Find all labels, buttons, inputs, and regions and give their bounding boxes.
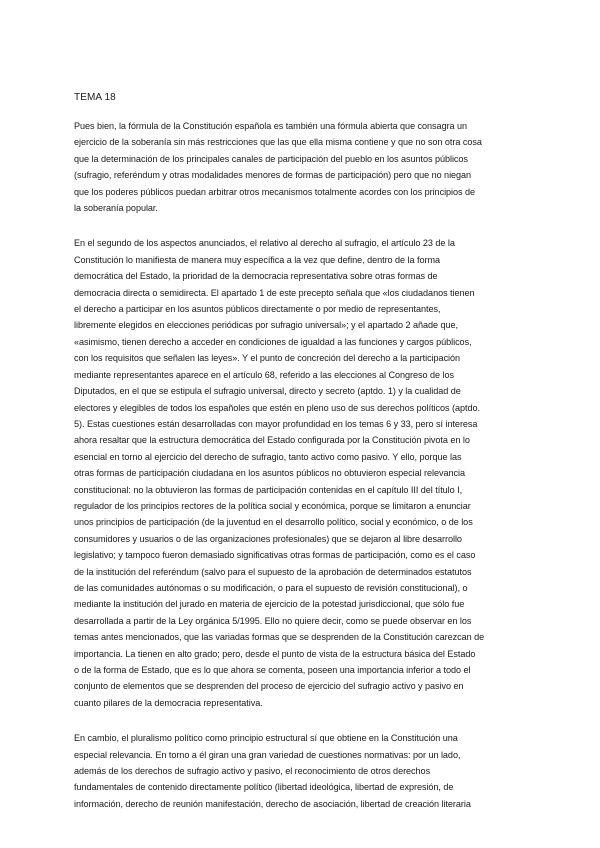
text-line: o de la forma de Estado, que es lo que ahora se comenta, poseen una importancia inferior a todo el xyxy=(74,665,471,675)
text-line: (sufragio, referéndum y otras modalidades menores de formas de participación) pero que no niegan xyxy=(74,170,472,181)
text-line: «asimismo, tienen derecho a acceder en condiciones de igualdad a las funciones y cargos públicos, xyxy=(74,336,472,347)
text-line: que la determinación de los principales canales de participación del pueblo en los asuntos públicos xyxy=(74,153,468,164)
text-line: regulador de los principios rectores de la política social y económica, porque se limitaron a enunciar xyxy=(74,500,471,511)
text-line: mediante la institución del jurado en materia de ejercicio de la potestad jurisdiccional, que sólo fue xyxy=(74,599,465,610)
text-line: temas antes mencionados, que las variadas formas que se desprenden de la Constitución carezcan de xyxy=(74,632,485,643)
text-line: ahora resaltar que la estructura democrática del Estado configurada por la Constitución pivota en lo xyxy=(74,435,470,446)
text-line: unos principios de participación (de la juventud en el desarrollo político, social y económico, o de los xyxy=(74,517,473,528)
text-line: desarrollada a partir de la Ley orgánica 5/1995. Ello no quiere decir, como se puede observar en los xyxy=(74,615,472,626)
text-line: democrática del Estado, la prioridad de la democracia representativa sobre otras formas de xyxy=(74,271,438,282)
text-line: de la institución del referéndum (salvo para el supuesto de la aprobación de determinados estatutos xyxy=(74,566,472,577)
text-line: Diputados, en el que se estipula el sufragio universal, directo y secreto (aptdo. 1) y la cualidad de xyxy=(74,386,461,397)
paragraph xyxy=(74,235,530,711)
document-heading: TEMA 18 xyxy=(74,92,116,103)
text-line: electores y elegibles de todos los españoles que estén en pleno uso de sus derechos políticos (aptdo. xyxy=(74,402,480,413)
paragraph xyxy=(74,730,530,812)
text-line: Constitución lo manifiesta de manera muy específica a la vez que define, dentro de la forma xyxy=(74,254,440,265)
text-line: fundamentales de contenido directamente político (libertad ideológica, libertad de expresión, de xyxy=(74,782,454,793)
text-line: Pues bien, la fórmula de la Constitución española es también una fórmula abierta que consagra un xyxy=(74,121,468,131)
text-line: conjunto de elementos que se desprenden del proceso de ejercicio del sufragio activo y pasivo en xyxy=(74,681,464,692)
paragraph xyxy=(74,118,530,216)
text-line: legislativo; y tampoco fueron demasiado significativas otras formas de participación, como es el caso xyxy=(74,550,476,561)
text-line: En el segundo de los aspectos anunciados, el relativo al derecho al sufragio, el artículo 23 de la xyxy=(74,238,455,249)
text-line: otras formas de participación ciudadana en los asuntos públicos no obtuvieron especial relevancia xyxy=(74,468,465,479)
document-body xyxy=(74,118,530,812)
text-line: la soberanía popular. xyxy=(74,203,158,214)
text-line: información, derecho de reunión manifestación, derecho de asociación, libertad de creación literaria xyxy=(74,798,471,809)
text-line: esencial en torno al ejercicio del derecho de sufragio, tanto activo como pasivo. Y ello, porque las xyxy=(74,451,462,462)
text-line: de las comunidades autónomas o su modificación, o para el supuesto de revisión constitucional), o xyxy=(74,582,468,593)
text-line: además de los derechos de sufragio activo y pasivo, el reconocimiento de otros derechos xyxy=(74,766,431,777)
text-line: cuanto pilares de la democracia representativa. xyxy=(74,697,263,708)
text-line: libremente elegidos en elecciones periódicas por sufragio universal»; y el apartado 2 añade que, xyxy=(74,320,458,331)
text-line: constitucional: no la obtuvieron las formas de participación contenidas en el capítulo III del título I, xyxy=(74,484,463,495)
text-line: democracia directa o semidirecta. El apartado 1 de este precepto señala que «los ciudadanos tienen xyxy=(74,287,475,298)
text-line: con los requisitos que señalen las leyes». Y el punto de concreción del derecho a la participación xyxy=(74,353,461,364)
text-line: importancia. La tienen en alto grado; pero, desde el punto de vista de la estructura básica del Estado xyxy=(74,648,476,659)
text-line: 5). Estas cuestiones están desarrolladas con mayor profundidad en los temas 6 y 33, pero sí interesa xyxy=(74,418,478,429)
text-line: ejercicio de la soberanía sin más restricciones que las que ella misma contiene y que no son otra cosa xyxy=(74,137,482,148)
text-line: especial relevancia. En torno a él giran una gran variedad de cuestiones normativas: por un lado, xyxy=(74,749,461,760)
text-line: el derecho a participar en los asuntos públicos directamente o por medio de representantes, xyxy=(74,304,441,315)
text-line: mediante representantes aparece en el artículo 68, referido a las elecciones al Congreso de los xyxy=(74,369,454,380)
text-line: que los poderes públicos puedan arbitrar otros mecanismos totalmente acordes con los principios de xyxy=(74,186,476,197)
document-page xyxy=(74,90,530,831)
text-line: En cambio, el pluralismo político como principio estructural sí que obtiene en la Constitución una xyxy=(74,733,458,744)
text-line: consumidores y usuarios o de las organizaciones profesionales) que se dejaron al libre desarrollo xyxy=(74,533,462,544)
